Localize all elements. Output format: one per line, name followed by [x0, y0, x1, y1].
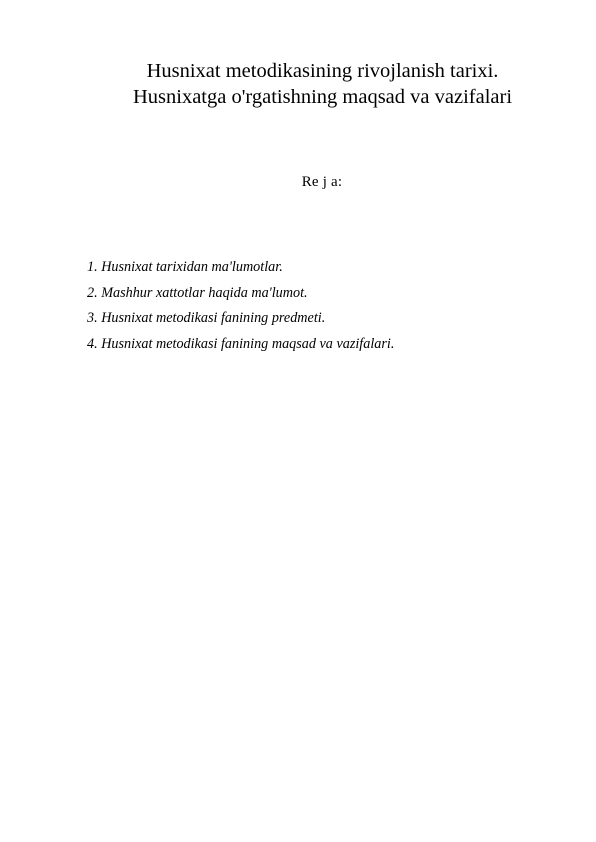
plan-item-1: 1. Husnixat tarixidan ma'lumotlar.	[87, 259, 283, 275]
plan-item-2: 2. Mashhur xattotlar haqida ma'lumot.	[87, 284, 308, 301]
plan-item-3: 3. Husnixat metodikasi fanining predmeti.	[87, 310, 326, 326]
plan-heading: Re j a:	[301, 174, 343, 190]
plan-item-4: 4. Husnixat metodikasi fanining maqsad va vazifalari.	[87, 335, 395, 352]
plan-list	[87, 255, 394, 357]
document-title-line-1: Husnixat metodikasining rivojlanish tarixi.	[146, 60, 499, 82]
document-title-line-2: Husnixatga o'rgatishning maqsad va vazifalari	[132, 86, 513, 108]
